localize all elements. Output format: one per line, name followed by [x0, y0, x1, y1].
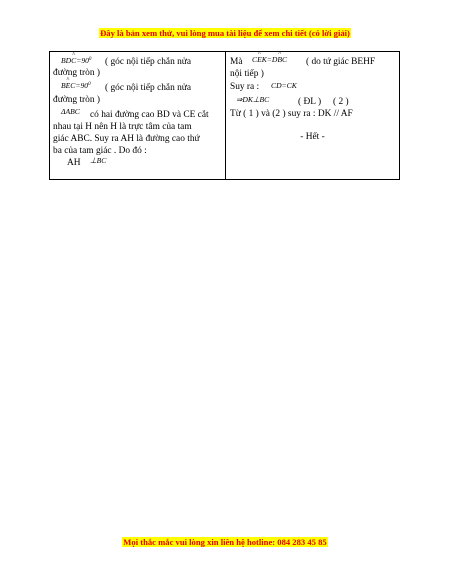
math-angle-bec: B^ $EC=90^0$: [61, 80, 91, 90]
left-line-3: ( góc nội tiếp chắn nửa: [105, 83, 192, 93]
left-line-2: đường tròn ): [53, 68, 101, 78]
right-line-4: Suy ra :: [230, 82, 260, 92]
left-line-4: đường tròn ): [53, 95, 101, 105]
right-line-1: Mà: [230, 57, 243, 67]
left-line-6: nhau tại H nên H là trực tâm của tam: [53, 122, 192, 132]
preview-notice-banner: [0, 28, 450, 38]
end-marker: - Hết -: [300, 132, 325, 142]
math-triangle-abc: ΔABC: [61, 107, 80, 116]
left-line-5: có hai đường cao BD và CE cắt: [90, 110, 209, 120]
right-line-7: Từ ( 1 ) và (2 ) suy ra : DK // AF: [230, 109, 353, 119]
right-line-2: ( do tứ giác BEHF: [306, 57, 376, 67]
right-column: [226, 52, 399, 179]
hotline-text: Mọi thắc mắc vui lòng xin liên hệ hotline: 084 283 45 85: [123, 537, 327, 547]
right-line-6: ( 2 ): [333, 97, 349, 107]
math-angle-equal: C^ EK=D^ BC: [252, 55, 287, 64]
solution-table: [49, 51, 400, 180]
math-angle-bdc: BD^ $C=90^0$: [61, 55, 91, 65]
right-line-5: ( ĐL ): [298, 97, 322, 107]
right-line-3: nội tiếp ): [230, 69, 264, 79]
math-cd-ck: CD=CK: [271, 81, 297, 90]
math-perp-bc: ⊥BC: [90, 156, 107, 165]
preview-notice-text: Đây là bản xem thử, vui lòng mua tài liệu để xem chi tiết (có lời giải): [100, 28, 350, 38]
left-line-9: AH: [67, 158, 81, 168]
hotline-banner: [0, 537, 450, 547]
left-line-7: giác ABC. Suy ra AH là đường cao thứ: [53, 134, 200, 144]
left-column: [50, 52, 226, 179]
left-line-1: ( góc nội tiếp chắn nửa: [105, 57, 192, 67]
left-line-8: ba của tam giác . Do đó :: [53, 146, 147, 156]
math-dk-perp-bc: ⇒DK⊥BC: [236, 95, 270, 104]
